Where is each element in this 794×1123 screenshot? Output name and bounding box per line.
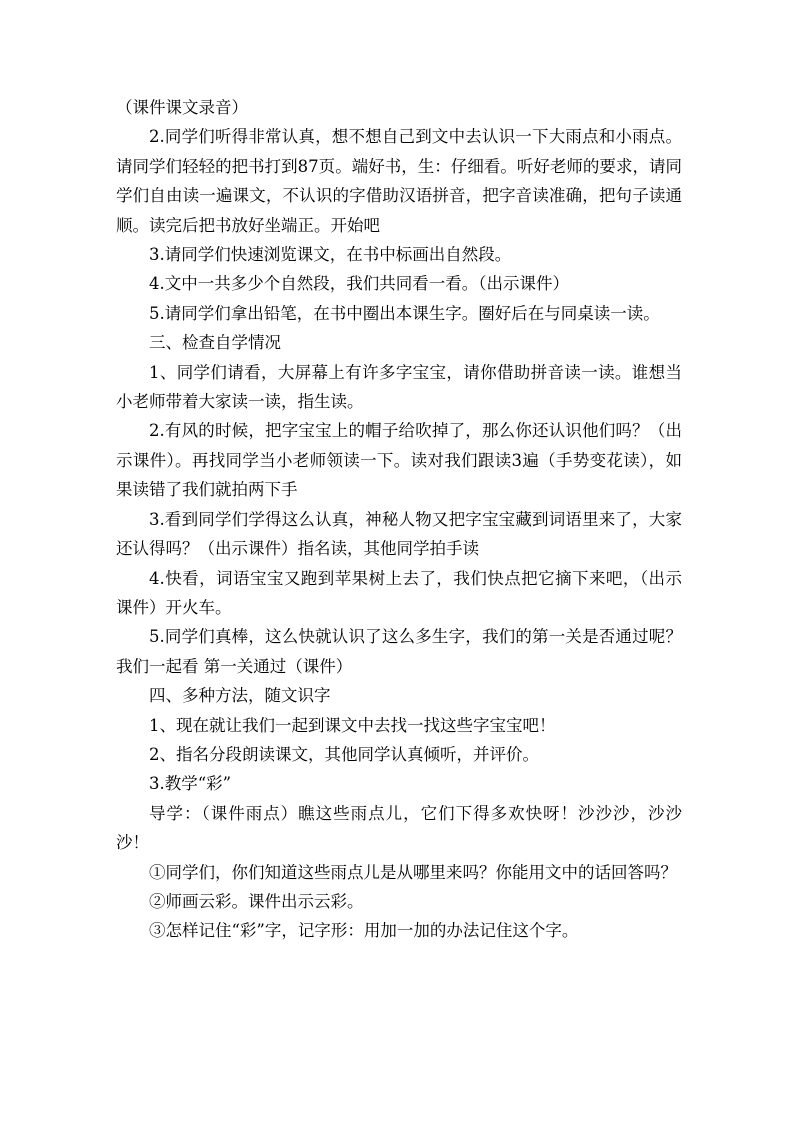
section-heading-4: 四、多种方法，随文识字	[149, 686, 331, 706]
paragraph-18: ③怎样记住“彩”字，记字形：用加一加的办法记住这个字。	[149, 921, 579, 941]
paragraph-10: 5.同学们真棒，这么快就认识了这么多生字，我们的第一关是否通过呢？我们一起看 第一关通过（课件）	[116, 627, 682, 676]
document-body	[116, 93, 682, 946]
paragraph-0: （课件课文录音）	[116, 98, 248, 117]
paragraph-14: 3.教学“彩”	[149, 774, 232, 794]
paragraph-6: 1、同学们请看，大屏幕上有许多字宝宝，请你借助拼音读一读。谁想当小老师带着大家读一读，指生读。	[116, 362, 682, 412]
paragraph-3: 4.文中一共多少个自然段，我们共同看一看。（出示课件）	[149, 274, 569, 294]
paragraph-9: 4.快看，词语宝宝又跑到苹果树上去了，我们快点把它摘下来吧，（出示课件）开火车。	[116, 568, 682, 617]
paragraph-12: 1、现在就让我们一起到课文中去找一找这些字宝宝吧！	[149, 715, 556, 735]
paragraph-4: 5.请同学们拿出铅笔，在书中圈出本课生字。圈好后在与同桌读一读。	[149, 303, 660, 323]
paragraph-1: 2.同学们听得非常认真，想不想自己到文中去认识一下大雨点和小雨点。请同学们轻轻的把书打到87页。端好书，生：仔细看。听好老师的要求，请同学们自由读一遍课文，不认识的字借助汉语拼音，把字音读准确，把句子读通顺。读完后把书放好坐端正。开始吧	[116, 127, 682, 235]
paragraph-7: 2.有风的时候，把字宝宝上的帽子给吹掉了，那么你还认识他们吗？（出示课件）。再找同学当小老师领读一下。读对我们跟读3遍（手势变花读），如果读错了我们就拍两下手	[116, 421, 682, 500]
paragraph-2: 3.请同学们快速浏览课文，在书中标画出自然段。	[149, 245, 512, 265]
section-heading-3: 三、检查自学情况	[149, 333, 281, 353]
paragraph-16: ①同学们，你们知道这些雨点儿是从哪里来吗？你能用文中的话回答吗？	[149, 862, 677, 882]
paragraph-17: ②师画云彩。课件出示云彩。	[149, 891, 364, 911]
paragraph-8: 3.看到同学们学得这么认真，神秘人物又把字宝宝藏到词语里来了，大家还认得吗？（出示课件）指名读，其他同学拍手读	[116, 509, 682, 559]
paragraph-13: 2、指名分段朗读课文，其他同学认真倾听，并评价。	[149, 744, 539, 764]
paragraph-15: 导学：（课件雨点）瞧这些雨点儿，它们下得多欢快呀！沙沙沙，沙沙沙！	[116, 803, 682, 853]
